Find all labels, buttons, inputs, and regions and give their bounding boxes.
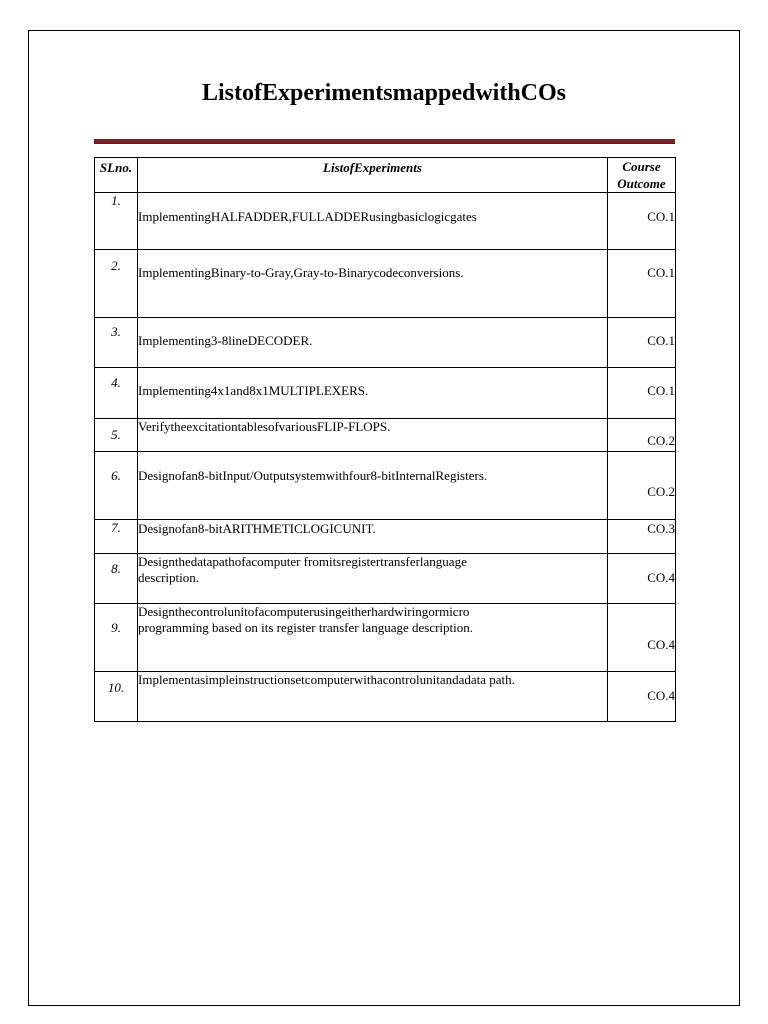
row-sl-no: 9. [95,604,138,672]
row-experiment [138,193,608,250]
row-experiment-text: Designofan8-bitInput/Outputsystemwithfour8-bitInternalRegisters. [138,468,488,483]
row-experiment [138,554,608,604]
row-sl-no: 5. [95,419,138,452]
row-sl-no: 10. [95,672,138,722]
experiments-table [94,157,676,722]
row-experiment-text: Implementing4x1and8x1MULTIPLEXERS. [138,383,369,398]
row-course-outcome: CO.3 [608,520,676,554]
row-sl-no: 8. [95,554,138,604]
table-row [95,193,676,250]
row-experiment-text-cont: programming based on its register transfer language description. [138,620,474,635]
title-divider [94,139,675,144]
row-experiment [138,520,608,554]
header-experiments: ListofExperiments [138,158,608,193]
table-row [95,419,676,452]
table-row [95,368,676,419]
row-course-outcome: CO.4 [608,604,676,672]
row-experiment [138,672,608,722]
row-sl-no: 7. [95,520,138,554]
row-course-outcome: CO.4 [608,554,676,604]
table-row [95,604,676,672]
row-experiment-text: ImplementingHALFADDER,FULLADDERusingbasiclogicgates [138,209,477,224]
row-sl-no: 6. [95,452,138,520]
table-row [95,554,676,604]
header-course-outcome [608,158,676,193]
row-experiment-text: Implementing3-8lineDECODER. [138,333,313,348]
table-row [95,250,676,318]
row-sl-no: 2. [95,250,138,318]
table-row [95,520,676,554]
header-course-outcome-line2: Outcome [617,176,666,191]
row-experiment-text: Designthecontrolunitofacomputerusingeitherhardwiringormicro [138,604,470,619]
row-experiment [138,368,608,419]
row-experiment-text: Designthedatapathofacomputer fromitsregistertransferlanguage [138,554,467,569]
table-row [95,452,676,520]
row-course-outcome: CO.1 [608,318,676,368]
row-experiment-text: VerifytheexcitationtablesofvariousFLIP-FLOPS. [138,419,391,434]
table-header-row [95,158,676,193]
row-experiment [138,318,608,368]
row-experiment-text: Implementasimpleinstructionsetcomputerwithacontrolunitandadata path. [138,672,515,687]
row-course-outcome: CO.2 [608,419,676,452]
row-course-outcome: CO.1 [608,368,676,419]
row-sl-no: 1. [95,193,138,250]
row-experiment [138,250,608,318]
row-experiment-text-cont: description. [138,570,200,585]
row-sl-no: 4. [95,368,138,419]
page-title: ListofExperimentsmappedwithCOs [201,80,567,106]
row-experiment [138,452,608,520]
row-experiment-text: ImplementingBinary-to-Gray,Gray-to-Binarycodeconversions. [138,265,464,280]
row-course-outcome: CO.1 [608,250,676,318]
header-sl-no: SLno. [95,158,138,193]
header-course-outcome-line1: Course [622,159,661,174]
row-experiment [138,604,608,672]
row-sl-no: 3. [95,318,138,368]
row-course-outcome: CO.1 [608,193,676,250]
row-course-outcome: CO.4 [608,672,676,722]
row-experiment [138,419,608,452]
row-experiment-text: Designofan8-bitARITHMETICLOGICUNIT. [138,521,376,536]
table-row [95,672,676,722]
row-course-outcome: CO.2 [608,452,676,520]
table-row [95,318,676,368]
